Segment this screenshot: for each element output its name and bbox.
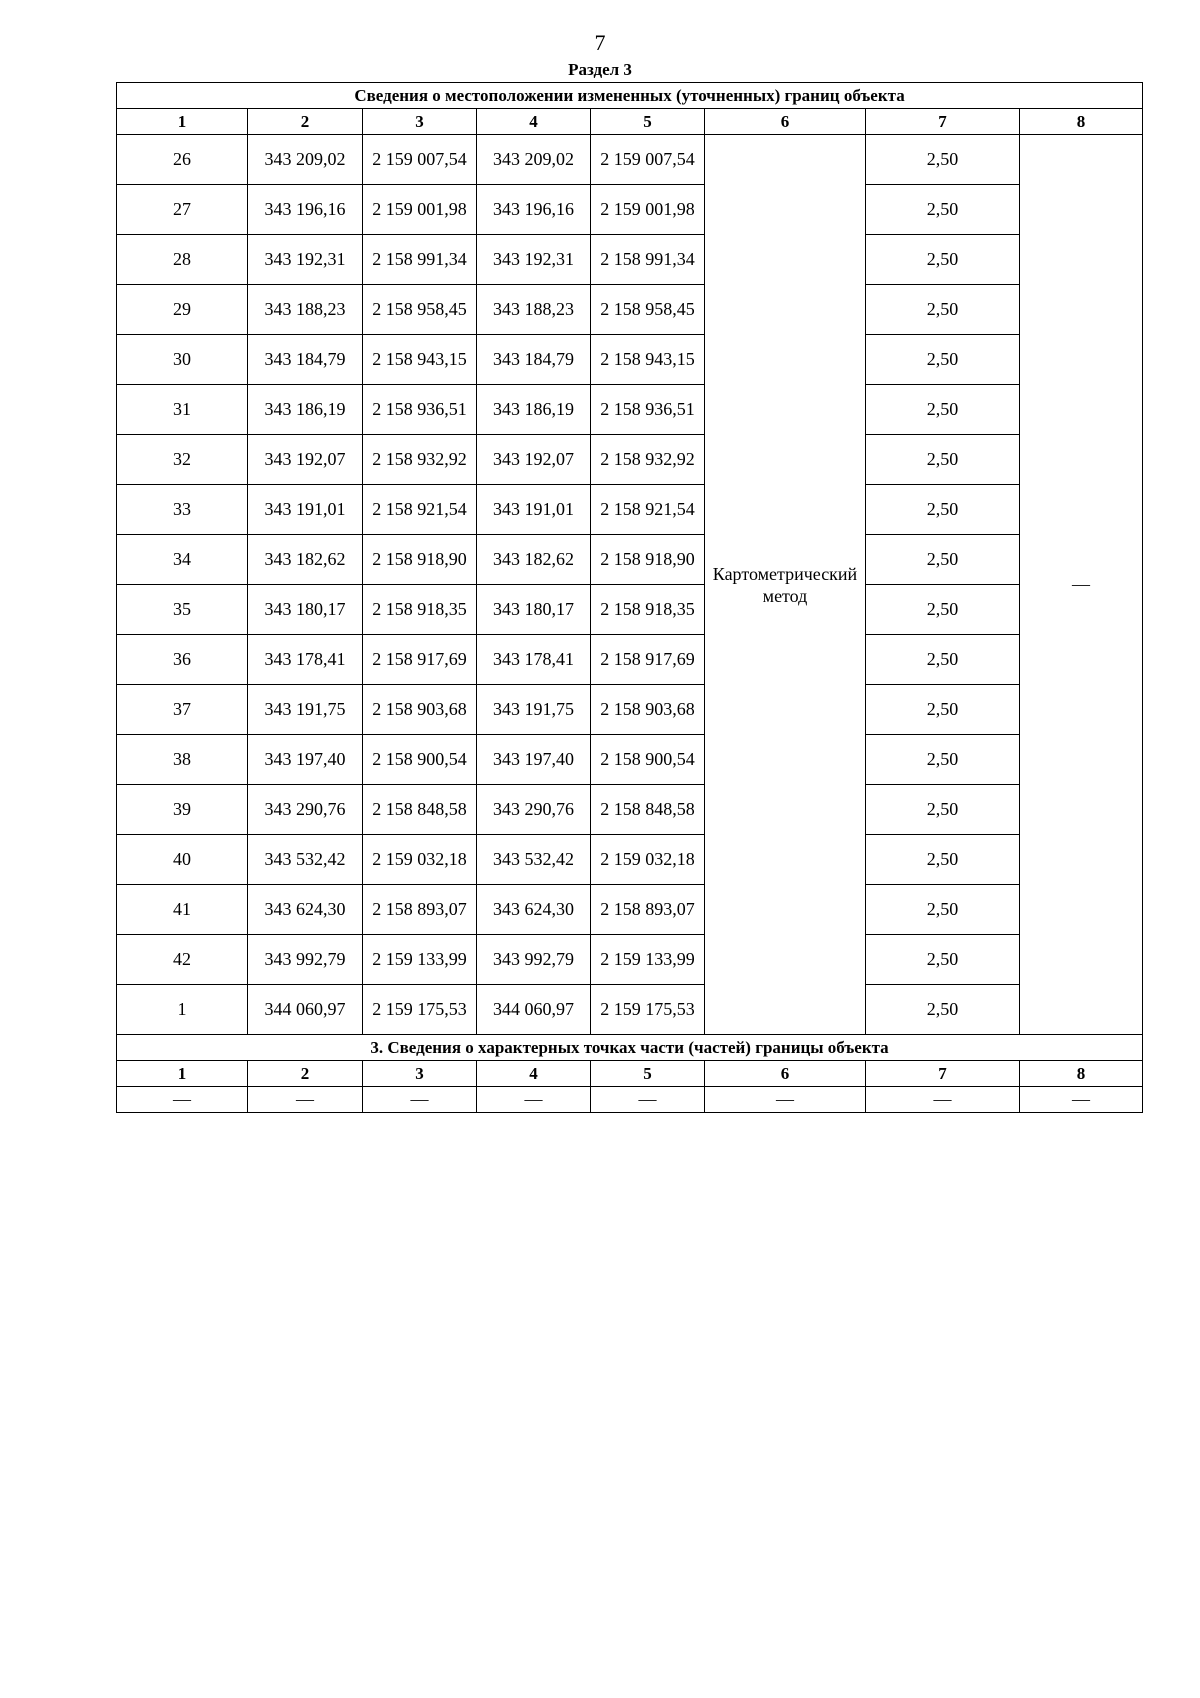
point-number-cell: 36 bbox=[117, 635, 248, 685]
table-row bbox=[117, 935, 1143, 985]
accuracy-cell: 2,50 bbox=[866, 635, 1020, 685]
point-number-cell: 31 bbox=[117, 385, 248, 435]
table-row bbox=[117, 685, 1143, 735]
x-new-cell: 343 191,01 bbox=[477, 485, 591, 535]
y-new-cell: 2 159 032,18 bbox=[591, 835, 705, 885]
point-number-cell: 34 bbox=[117, 535, 248, 585]
y-old-cell: 2 159 032,18 bbox=[363, 835, 477, 885]
y-old-cell: 2 159 133,99 bbox=[363, 935, 477, 985]
column-number: 5 bbox=[591, 109, 705, 135]
table-row bbox=[117, 735, 1143, 785]
column-number: 7 bbox=[866, 109, 1020, 135]
point-number-cell: 29 bbox=[117, 285, 248, 335]
part-cell: — bbox=[477, 1087, 591, 1113]
column-number: 4 bbox=[477, 109, 591, 135]
x-new-cell: 343 184,79 bbox=[477, 335, 591, 385]
x-new-cell: 343 624,30 bbox=[477, 885, 591, 935]
table-row bbox=[117, 185, 1143, 235]
accuracy-cell: 2,50 bbox=[866, 735, 1020, 785]
y-new-cell: 2 158 848,58 bbox=[591, 785, 705, 835]
point-number-cell: 28 bbox=[117, 235, 248, 285]
accuracy-cell: 2,50 bbox=[866, 235, 1020, 285]
accuracy-cell: 2,50 bbox=[866, 885, 1020, 935]
y-new-cell: 2 158 991,34 bbox=[591, 235, 705, 285]
point-number-cell: 41 bbox=[117, 885, 248, 935]
point-number-cell: 40 bbox=[117, 835, 248, 885]
y-old-cell: 2 158 848,58 bbox=[363, 785, 477, 835]
x-old-cell: 343 197,40 bbox=[248, 735, 363, 785]
point-number-cell: 38 bbox=[117, 735, 248, 785]
point-number-cell: 1 bbox=[117, 985, 248, 1035]
accuracy-cell: 2,50 bbox=[866, 135, 1020, 185]
column-number: 1 bbox=[117, 109, 248, 135]
y-new-cell: 2 158 918,35 bbox=[591, 585, 705, 635]
point-number-cell: 26 bbox=[117, 135, 248, 185]
y-old-cell: 2 159 001,98 bbox=[363, 185, 477, 235]
point-number-cell: 30 bbox=[117, 335, 248, 385]
y-new-cell: 2 158 943,15 bbox=[591, 335, 705, 385]
y-new-cell: 2 158 921,54 bbox=[591, 485, 705, 535]
part-column-number: 8 bbox=[1020, 1061, 1143, 1087]
y-old-cell: 2 158 932,92 bbox=[363, 435, 477, 485]
x-new-cell: 343 180,17 bbox=[477, 585, 591, 635]
y-new-cell: 2 159 007,54 bbox=[591, 135, 705, 185]
x-old-cell: 343 290,76 bbox=[248, 785, 363, 835]
y-new-cell: 2 159 175,53 bbox=[591, 985, 705, 1035]
accuracy-cell: 2,50 bbox=[866, 685, 1020, 735]
x-new-cell: 343 182,62 bbox=[477, 535, 591, 585]
part-column-number: 4 bbox=[477, 1061, 591, 1087]
accuracy-cell: 2,50 bbox=[866, 985, 1020, 1035]
x-new-cell: 343 178,41 bbox=[477, 635, 591, 685]
table-row bbox=[117, 285, 1143, 335]
point-number-cell: 32 bbox=[117, 435, 248, 485]
accuracy-cell: 2,50 bbox=[866, 785, 1020, 835]
column-number: 2 bbox=[248, 109, 363, 135]
accuracy-cell: 2,50 bbox=[866, 485, 1020, 535]
table-row bbox=[117, 535, 1143, 585]
point-number-cell: 42 bbox=[117, 935, 248, 985]
part-column-number-row bbox=[117, 1061, 1143, 1087]
y-old-cell: 2 158 900,54 bbox=[363, 735, 477, 785]
part-cell: — bbox=[363, 1087, 477, 1113]
accuracy-cell: 2,50 bbox=[866, 385, 1020, 435]
x-new-cell: 343 192,31 bbox=[477, 235, 591, 285]
x-new-cell: 343 532,42 bbox=[477, 835, 591, 885]
x-new-cell: 343 992,79 bbox=[477, 935, 591, 985]
section-title: Раздел 3 bbox=[568, 60, 632, 79]
accuracy-cell: 2,50 bbox=[866, 185, 1020, 235]
table-row bbox=[117, 835, 1143, 885]
y-old-cell: 2 158 943,15 bbox=[363, 335, 477, 385]
x-new-cell: 343 191,75 bbox=[477, 685, 591, 735]
part-cell: — bbox=[1020, 1087, 1143, 1113]
y-old-cell: 2 159 175,53 bbox=[363, 985, 477, 1035]
x-old-cell: 343 192,31 bbox=[248, 235, 363, 285]
part-column-number: 2 bbox=[248, 1061, 363, 1087]
x-old-cell: 343 178,41 bbox=[248, 635, 363, 685]
part-column-number: 5 bbox=[591, 1061, 705, 1087]
y-old-cell: 2 158 936,51 bbox=[363, 385, 477, 435]
accuracy-cell: 2,50 bbox=[866, 935, 1020, 985]
x-old-cell: 343 992,79 bbox=[248, 935, 363, 985]
x-new-cell: 343 188,23 bbox=[477, 285, 591, 335]
accuracy-cell: 2,50 bbox=[866, 435, 1020, 485]
description-cell: — bbox=[1020, 135, 1143, 1035]
table-row bbox=[117, 335, 1143, 385]
column-number: 3 bbox=[363, 109, 477, 135]
table-row bbox=[117, 385, 1143, 435]
y-new-cell: 2 158 900,54 bbox=[591, 735, 705, 785]
accuracy-cell: 2,50 bbox=[866, 585, 1020, 635]
table-row bbox=[117, 635, 1143, 685]
x-old-cell: 343 186,19 bbox=[248, 385, 363, 435]
y-new-cell: 2 158 918,90 bbox=[591, 535, 705, 585]
y-new-cell: 2 158 958,45 bbox=[591, 285, 705, 335]
x-old-cell: 343 192,07 bbox=[248, 435, 363, 485]
x-old-cell: 343 532,42 bbox=[248, 835, 363, 885]
x-old-cell: 344 060,97 bbox=[248, 985, 363, 1035]
point-number-cell: 27 bbox=[117, 185, 248, 235]
x-old-cell: 343 196,16 bbox=[248, 185, 363, 235]
column-number: 8 bbox=[1020, 109, 1143, 135]
x-new-cell: 343 196,16 bbox=[477, 185, 591, 235]
point-number-cell: 39 bbox=[117, 785, 248, 835]
y-old-cell: 2 158 991,34 bbox=[363, 235, 477, 285]
x-old-cell: 343 191,75 bbox=[248, 685, 363, 735]
y-old-cell: 2 159 007,54 bbox=[363, 135, 477, 185]
x-old-cell: 343 184,79 bbox=[248, 335, 363, 385]
table-row bbox=[117, 885, 1143, 935]
table-row bbox=[117, 485, 1143, 535]
table-caption-row bbox=[117, 83, 1143, 109]
boundary-points-table bbox=[116, 82, 1143, 1113]
part-column-number: 7 bbox=[866, 1061, 1020, 1087]
y-old-cell: 2 158 917,69 bbox=[363, 635, 477, 685]
part-section bbox=[117, 1035, 1143, 1113]
table-row bbox=[117, 135, 1143, 185]
part-empty-row bbox=[117, 1087, 1143, 1113]
table-row bbox=[117, 435, 1143, 485]
y-new-cell: 2 158 932,92 bbox=[591, 435, 705, 485]
x-old-cell: 343 182,62 bbox=[248, 535, 363, 585]
part-column-number: 6 bbox=[705, 1061, 866, 1087]
x-new-cell: 343 186,19 bbox=[477, 385, 591, 435]
point-number-cell: 37 bbox=[117, 685, 248, 735]
x-new-cell: 343 197,40 bbox=[477, 735, 591, 785]
part-cell: — bbox=[866, 1087, 1020, 1113]
page-number: 7 bbox=[594, 30, 606, 55]
accuracy-cell: 2,50 bbox=[866, 835, 1020, 885]
y-new-cell: 2 158 903,68 bbox=[591, 685, 705, 735]
table-row bbox=[117, 785, 1143, 835]
x-old-cell: 343 180,17 bbox=[248, 585, 363, 635]
part-cell: — bbox=[248, 1087, 363, 1113]
y-old-cell: 2 158 918,35 bbox=[363, 585, 477, 635]
x-new-cell: 343 192,07 bbox=[477, 435, 591, 485]
accuracy-cell: 2,50 bbox=[866, 335, 1020, 385]
accuracy-cell: 2,50 bbox=[866, 535, 1020, 585]
table-row bbox=[117, 235, 1143, 285]
table-caption: Сведения о местоположении измененных (уточненных) границ объекта bbox=[117, 83, 1143, 109]
x-old-cell: 343 188,23 bbox=[248, 285, 363, 335]
x-new-cell: 344 060,97 bbox=[477, 985, 591, 1035]
part-caption-row bbox=[117, 1035, 1143, 1061]
part-column-number: 1 bbox=[117, 1061, 248, 1087]
point-number-cell: 33 bbox=[117, 485, 248, 535]
part-column-number: 3 bbox=[363, 1061, 477, 1087]
y-new-cell: 2 158 893,07 bbox=[591, 885, 705, 935]
x-new-cell: 343 290,76 bbox=[477, 785, 591, 835]
y-old-cell: 2 158 903,68 bbox=[363, 685, 477, 735]
y-new-cell: 2 159 001,98 bbox=[591, 185, 705, 235]
x-old-cell: 343 191,01 bbox=[248, 485, 363, 535]
table-body bbox=[117, 83, 1143, 1035]
part-caption: 3. Сведения о характерных точках части (частей) границы объекта bbox=[117, 1035, 1143, 1061]
y-old-cell: 2 158 958,45 bbox=[363, 285, 477, 335]
accuracy-cell: 2,50 bbox=[866, 285, 1020, 335]
y-new-cell: 2 159 133,99 bbox=[591, 935, 705, 985]
x-old-cell: 343 624,30 bbox=[248, 885, 363, 935]
y-old-cell: 2 158 893,07 bbox=[363, 885, 477, 935]
column-number: 6 bbox=[705, 109, 866, 135]
part-cell: — bbox=[591, 1087, 705, 1113]
point-number-cell: 35 bbox=[117, 585, 248, 635]
y-new-cell: 2 158 917,69 bbox=[591, 635, 705, 685]
part-cell: — bbox=[705, 1087, 866, 1113]
method-cell: Картометрический метод bbox=[705, 135, 866, 1035]
table-row bbox=[117, 985, 1143, 1035]
y-new-cell: 2 158 936,51 bbox=[591, 385, 705, 435]
x-new-cell: 343 209,02 bbox=[477, 135, 591, 185]
table-row bbox=[117, 585, 1143, 635]
x-old-cell: 343 209,02 bbox=[248, 135, 363, 185]
column-number-row bbox=[117, 109, 1143, 135]
y-old-cell: 2 158 921,54 bbox=[363, 485, 477, 535]
part-cell: — bbox=[117, 1087, 248, 1113]
y-old-cell: 2 158 918,90 bbox=[363, 535, 477, 585]
